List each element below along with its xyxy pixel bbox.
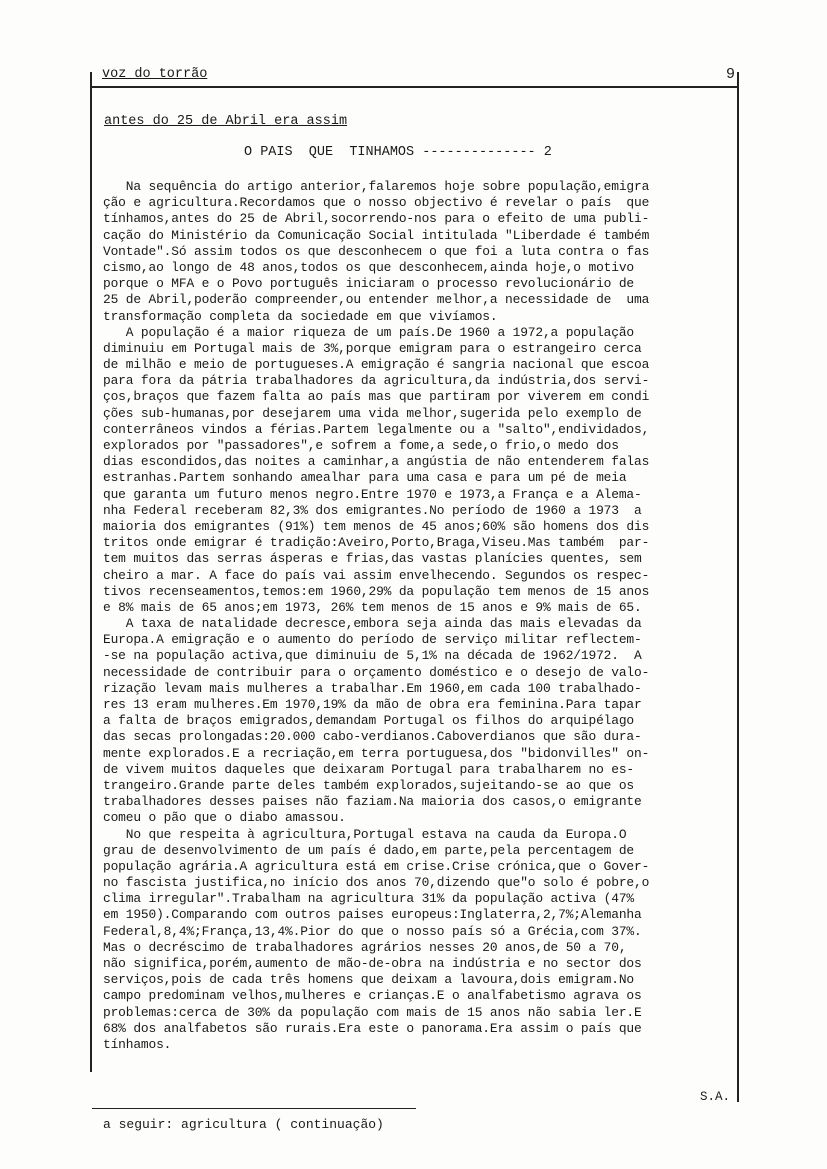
body-line: trangeiro.Grande parte deles também explorados,sujeitando-se ao que os [103, 777, 634, 793]
body-line: que garanta um futuro menos negro.Entre 1970 e 1973,a França e a Alema- [103, 486, 642, 502]
page-header [90, 66, 739, 88]
body-line: mente explorados.E a recriação,em terra portuguesa,dos "bidonvilles" on- [103, 745, 650, 761]
body-line: a falta de braços emigrados,demandam Portugal os filhos do arquipélago [103, 713, 634, 729]
body-line: cação do Ministério da Comunicação Social intitulada "Liberdade é também [103, 227, 650, 243]
publication-name: voz do torrão [102, 67, 208, 82]
page-number: 9 [725, 66, 735, 83]
body-line: ções sub-humanas,por desejarem uma vida melhor,sugerida pelo exemplo de [103, 405, 642, 421]
body-line: rização levam mais mulheres a trabalhar.Em 1960,em cada 100 trabalhado- [103, 680, 642, 696]
body-line: das secas prolongadas:20.000 cabo-verdianos.Caboverdianos que são dura- [103, 729, 642, 745]
body-line: e 8% mais de 65 anos;em 1973, 26% tem menos de 15 anos e 9% mais de 65. [103, 599, 642, 615]
body-line: Federal,8,4%;França,13,4%.Pior do que o nosso país só a Grécia,com 37%. [103, 923, 642, 939]
body-line: ção e agricultura.Recordamos que o nosso objectivo é revelar o país que [103, 195, 650, 211]
body-line: tínhamos,antes do 25 de Abril,socorrendo-nos para o efeito de uma publi- [103, 211, 650, 227]
body-line: -se na população activa,que diminuiu de 5,1% na década de 1962/1972. A [103, 648, 642, 664]
body-line: no fascista justifica,no início dos anos 70,dizendo que"o solo é pobre,o [103, 875, 650, 891]
body-line: res 13 eram mulheres.Em 1970,19% da mão de obra era feminina.Para tapar [103, 697, 642, 712]
body-line: diminuiu em Portugal mais de 3%,porque emigram para o estrangeiro cerca [103, 340, 642, 356]
body-line: Europa.A emigração e o aumento do período de serviço militar reflectem- [103, 632, 642, 648]
continuation-note: a seguir: agricultura ( continuação) [103, 1117, 384, 1132]
body-line: cheiro a mar. A face do país vai assim envelhecendo. Segundos os respec- [103, 567, 650, 583]
body-line: de vivem muitos daqueles que deixaram Portugal para trabalharem no es- [103, 761, 634, 777]
body-line: clima irregular".Trabalham na agricultura 31% da população activa (47% [103, 891, 634, 907]
body-line: de milhão e meio de portugueses.A emigração é sangria nacional que escoa [103, 357, 650, 373]
body-line: comeu o pão que o diabo amassou. [103, 810, 346, 826]
body-line: trabalhadores desses paises não faziam.Na maioria dos casos,o emigrante [103, 794, 642, 810]
body-line: tem muitos das serras ásperas e frias,das vastas planícies quentes, sem [103, 551, 642, 567]
body-line: Mas o decréscimo de trabalhadores agrários nesses 20 anos,de 50 a 70, [103, 939, 627, 955]
body-line: em 1950).Comparando com outros paises europeus:Inglaterra,2,7%;Alemanha [103, 907, 642, 923]
body-line: cismo,ao longo de 48 anos,todos os que desconhecem,ainda hoje,o motivo [103, 259, 634, 275]
article-body [103, 179, 737, 1053]
body-line: 25 de Abril,poderão compreender,ou entender melhor,a necessidade de uma [103, 292, 650, 308]
section-kicker: antes do 25 de Abril era assim [104, 114, 348, 129]
left-frame-line [90, 72, 92, 1072]
body-line: para fora da pátria trabalhadores da agricultura,da indústria,dos servi- [103, 373, 650, 389]
body-line: serviços,pois de cada três homens que deixam a lavoura,dois emigram.No [103, 972, 634, 988]
body-line: No que respeita à agricultura,Portugal estava na cauda da Europa.O [103, 826, 627, 842]
body-line: campo predominam velhos,mulheres e crianças.E o analfabetismo agrava os [103, 988, 642, 1004]
body-line: transformação completa da sociedade em que vivíamos. [103, 308, 498, 324]
body-line: não significa,porém,aumento de mão-de-obra na indústria e no sector dos [103, 956, 642, 971]
body-line: estranhas.Partem sonhando amealhar para uma casa e para um pé de meia [103, 470, 627, 486]
body-line: ços,braços que fazem falta ao país mas que partiram por viverem em condi [103, 389, 650, 405]
body-line: conterrâneos vindos a férias.Partem legalmente ou a "salto",endividados, [103, 421, 650, 437]
body-line: explorados por "passadores",e sofrem a fome,a sede,o frio,o medo dos [103, 438, 619, 453]
body-line: tínhamos. [103, 1036, 172, 1052]
body-line: nha Federal receberam 82,3% dos emigrantes.No período de 1960 a 1973 a [103, 502, 642, 518]
footer-rule [92, 1108, 416, 1109]
body-line: A população é a maior riqueza de um país.De 1960 a 1972,a população [103, 324, 634, 340]
body-line: grau de desenvolvimento de um país é dado,em parte,pela percentagem de [103, 842, 634, 858]
body-line: tivos recenseamentos,temos:em 1960,29% da população tem menos de 15 anos [103, 583, 650, 599]
author-signature: S.A. [700, 1090, 731, 1104]
body-line: população agrária.A agricultura está em crise.Crise crónica,que o Gover- [103, 858, 650, 874]
body-line: dias escondidos,das noites a caminhar,a angústia de não entenderem falas [103, 454, 650, 470]
body-line: Vontade".Só assim todos os que desconhecem o que foi a luta contra o fas [103, 243, 650, 259]
article-title: O PAIS QUE TINHAMOS -------------- 2 [244, 145, 552, 160]
body-line: problemas:cerca de 30% da população com mais de 15 anos não sabia ler.E [103, 1004, 642, 1020]
body-line: necessidade de contribuir para o orçamento doméstico e o desejo de valo- [103, 664, 650, 680]
body-line: tritos onde emigrar é tradição:Aveiro,Porto,Braga,Viseu.Mas também par- [103, 535, 650, 551]
body-line: A taxa de natalidade decresce,embora seja ainda das mais elevadas da [103, 616, 642, 632]
body-line: maioria dos emigrantes (91%) tem menos de 45 anos;60% são homens dos dis [103, 518, 650, 534]
body-line: 68% dos analfabetos são rurais.Era este o panorama.Era assim o país que [103, 1020, 642, 1036]
right-frame-line [737, 72, 739, 1102]
body-line: porque o MFA e o Povo português iniciaram o processo revolucionário de [103, 276, 634, 292]
body-line: Na sequência do artigo anterior,falaremos hoje sobre população,emigra [103, 179, 650, 194]
